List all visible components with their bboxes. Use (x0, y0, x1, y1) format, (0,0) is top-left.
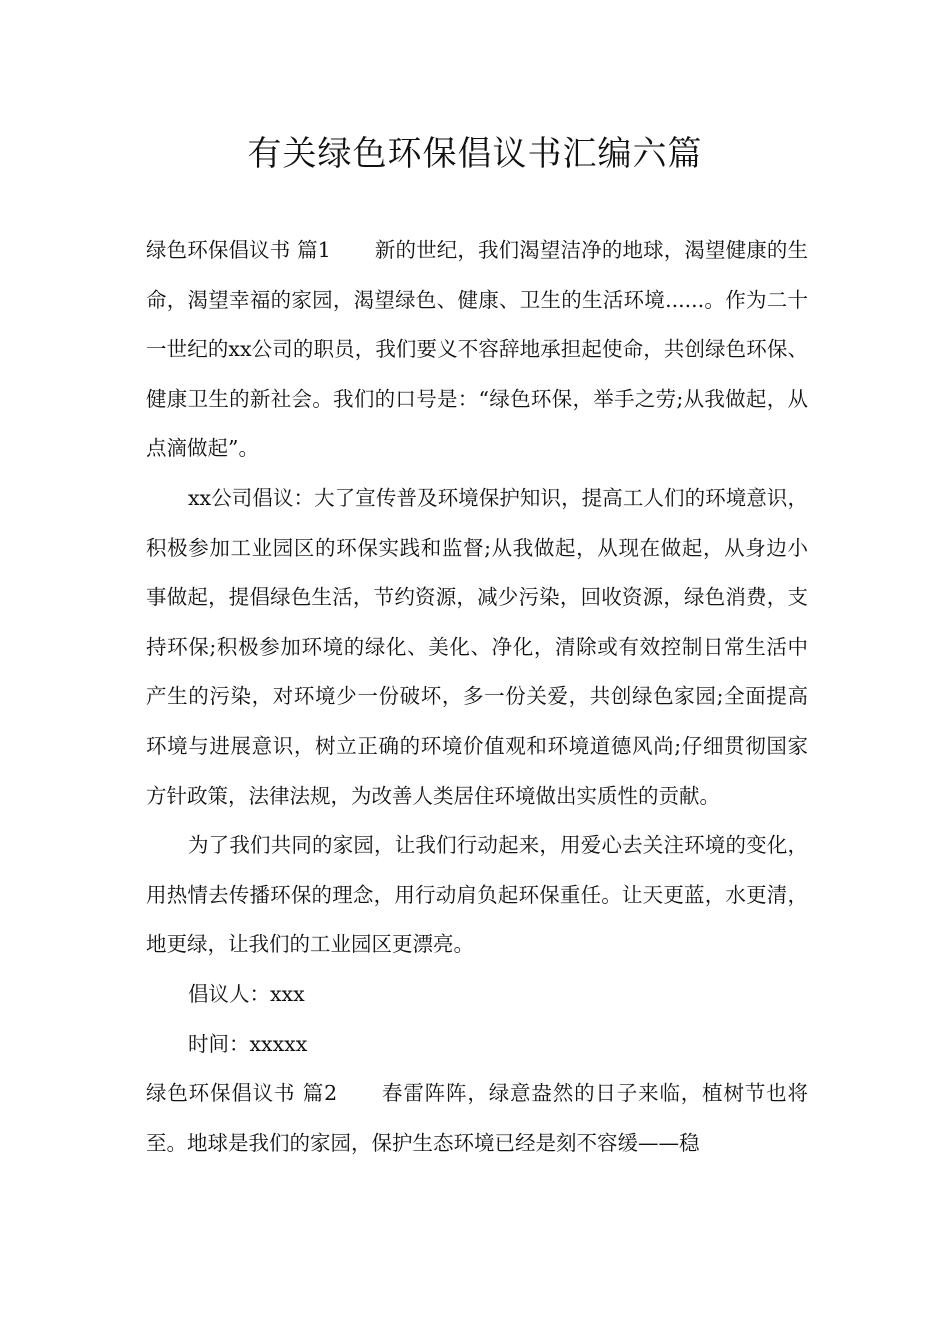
document-title: 有关绿色环保倡议书汇编六篇 (247, 134, 703, 174)
section-1-signer: 倡议人：xxx (188, 981, 305, 1006)
section-1-first-paragraph (146, 226, 808, 474)
document-body (146, 226, 808, 1168)
section-2-paragraph-1: 春雷阵阵，绿意盎然的日子来临，植树节也将至。地球是我们的家园，保护生态环境已经是刻不容缓——稳 (146, 1081, 809, 1155)
section-2-heading: 绿色环保倡议书 篇2 (146, 1081, 338, 1106)
section-1-heading: 绿色环保倡议书 篇1 (146, 238, 331, 262)
section-1-paragraph-1: 新的世纪，我们渴望洁净的地球，渴望健康的生命，渴望幸福的家园，渴望绿色、健康、卫生的生活环境......。作为二十一世纪的xx公司的职员，我们要义不容辞地承担起使命，共创绿色环保、健康卫生的新社会。我们的口号是：“绿色环保，举手之劳;从我做起，从点滴做起”。 (146, 238, 809, 461)
section-1-date: 时间：xxxxx (188, 1031, 308, 1056)
section-1-paragraph-3: 为了我们共同的家园，让我们行动起来，用爱心去关注环境的变化，用热情去传播环保的理念，用行动肩负起环保重任。让天更蓝，水更清，地更绿，让我们的工业园区更漂亮。 (146, 833, 808, 957)
section-1-paragraph-2: xx公司倡议：大了宣传普及环境保护知识，提高工人们的环境意识，积极参加工业园区的环保实践和监督;从我做起，从现在做起，从身边小事做起，提倡绿色生活，节约资源，减少污染，回收资源，绿色消费，支持环保;积极参加环境的绿化、美化、净化，清除或有效控制日常生活中产生的污染，对环境少一份破坏，多一份关爱，共创绿色家园;全面提高环境与进展意识，树立正确的环境价值观和环境道德风尚;仔细贯彻国家方针政策，法律法规，为改善人类居住环境做出实质性的贡献。 (146, 485, 808, 808)
section-2-first-paragraph (146, 1069, 808, 1168)
